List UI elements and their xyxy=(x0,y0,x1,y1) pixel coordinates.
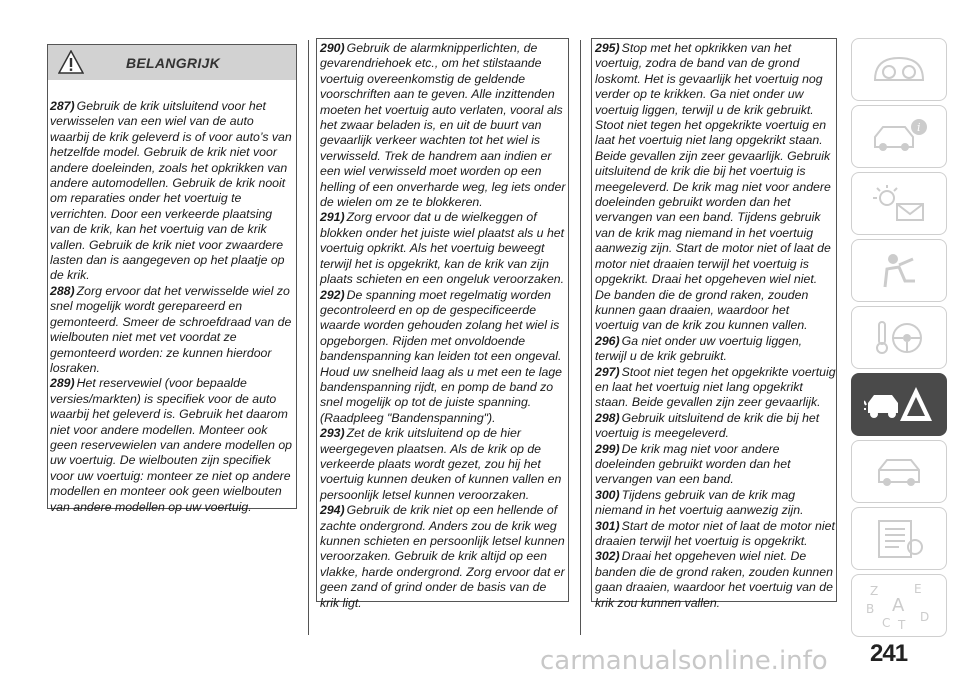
tab-index[interactable] xyxy=(851,574,947,637)
note-294: 294) Gebruik de krik niet op een hellende of zachte ondergrond. Anders zou de krik weg kunnen schieten en persoonlijk letsel kunnen veroorzaken. Gebruik de krik altijd op een vlakke, harde ondergrond. Zorg ervoor dat er geen zand of grind onder de basis van de krik ligt. xyxy=(320,503,565,610)
column-divider xyxy=(308,40,309,635)
warning-triangle-icon xyxy=(58,50,84,79)
tab-emergency[interactable] xyxy=(851,373,947,436)
tab-safety[interactable] xyxy=(851,239,947,302)
tab-dashboard[interactable] xyxy=(851,38,947,101)
car-dashboard-icon xyxy=(869,50,929,90)
svg-text:E: E xyxy=(914,581,922,596)
warning-title: BELANGRIJK xyxy=(126,55,221,71)
watermark: carmanualsonline.info xyxy=(540,646,828,676)
tab-technical-data[interactable] xyxy=(851,507,947,570)
warning-header xyxy=(48,45,296,80)
note-288: 288) Zorg ervoor dat het verwisselde wiel zo snel mogelijk wordt gerepareerd en gemonteerd. Smeer de schroefdraad van de wielbouten niet met vet voordat ze gemonteerd worden: ze kunnen hierdoor losraken. xyxy=(50,283,292,375)
key-steering-wheel-icon xyxy=(869,318,929,358)
tab-lights-messages[interactable] xyxy=(851,172,947,235)
svg-text:i: i xyxy=(917,120,921,134)
svg-text:Z: Z xyxy=(870,583,879,598)
chapter-sidebar xyxy=(851,38,947,641)
note-293: 293) Zet de krik uitsluitend op de hier weergegeven plaatsen. Als de krik op de verkeerde plaats wordt gezet, zou hij het voertuig kunnen deuken of kunnen vallen en persoonlijk letsel kunnen veroorzaken. xyxy=(320,426,562,502)
note-297: 297) Stoot niet tegen het opgekrikte voertuig en laat het voertuig niet lang opgekrikt staan. Beide gevallen zijn zeer gevaarlijk. xyxy=(595,364,836,410)
tab-starting-driving[interactable] xyxy=(851,306,947,369)
tab-maintenance[interactable] xyxy=(851,440,947,503)
note-300: 300) Tijdens gebruik van de krik mag niemand in het voertuig aanwezig zijn. xyxy=(595,487,804,518)
svg-text:C: C xyxy=(882,615,891,630)
note-298: 298) Gebruik uitsluitend de krik die bij het voertuig is meegeleverd. xyxy=(595,410,820,441)
note-301: 301) Start de motor niet of laat de motor niet draaien terwijl het voertuig is opgekrikt. xyxy=(595,518,835,548)
car-warning-icon xyxy=(864,383,934,427)
svg-text:D: D xyxy=(920,609,930,624)
light-message-icon xyxy=(869,184,929,224)
airbag-seat-icon xyxy=(869,251,929,291)
note-295: 295) Stop met het opkrikken van het voertuig, zodra de band van de grond loskomt. Het is gevaarlijk het voertuig nog verder op te krikken. Ga niet onder uw voertuig liggen, terwijl u de krik gebruikt. Stoot niet tegen het opgekrikte voertuig en laat het voertuig niet lang opgekrikt staan. Beide gevallen zijn zeer gevaarlijk. Gebruik uitsluitend de krik die bij het voertuig is meegeleverd. De krik mag niet voor andere doeleinden gebruikt worden dan het vervangen van een band. Tijdens gebruik van de krik mag niemand in het voertuig aanwezig zijn. Start de motor niet of laat de motor niet draaien terwijl het voertuig is opgekrikt. Draai het opgeheven wiel niet. De banden die de grond raken, zouden kunnen gaan draaien, waardoor het voertuig van de krik zou kunnen vallen. xyxy=(595,41,831,333)
svg-text:A: A xyxy=(892,594,905,616)
column-divider xyxy=(580,40,581,635)
column-2 xyxy=(320,41,568,611)
technical-data-icon xyxy=(869,519,929,559)
svg-text:T: T xyxy=(898,617,906,631)
note-289: 289) Het reservewiel (voor bepaalde versies/markten) is specifiek voor de auto waarbij het geleverd is. Gebruik het daarom niet voor andere modellen. Monteer ook geen reservewielen van andere modellen op uw voertuig. De wielbouten zijn specifiek voor uw voertuig: monteer ze niet op andere modellen en monteer ook geen wielbouten van andere modellen op uw voertuig. xyxy=(50,376,292,514)
column-1 xyxy=(50,99,293,515)
car-service-icon xyxy=(869,452,929,492)
note-292: 292) De spanning moet regelmatig worden gecontroleerd en op de gespecificeerde waarde worden gehouden zolang het wiel is opgeborgen. Rijden met onvoldoende bandenspanning kan leiden tot een ongeval. Houd uw snelheid laag als u met een te lage bandenspanning rijdt, en pomp de band zo snel mogelijk op tot de juiste spanning. (Raadpleeg "Bandenspanning"). xyxy=(320,287,562,425)
note-296: 296) Ga niet onder uw voertuig liggen, terwijl u de krik gebruikt. xyxy=(595,333,803,364)
column-3 xyxy=(595,41,836,611)
note-291: 291) Zorg ervoor dat u de wielkeggen of blokken onder het juiste wiel plaatst als u het voertuig opkrikt. Als het voertuig beweegt terwijl het is opgekrikt, kan de krik van zijn plaats schieten en een ongeluk veroorzaken. xyxy=(320,210,565,287)
note-287: 287) Gebruik de krik uitsluitend voor het verwisselen van een wiel van de auto waarbij de krik geleverd is of voor auto’s van hetzelfde model. Gebruik de krik niet voor andere doeleinden, zoals het opkrikken van andere automodellen. Gebruik de krik nooit om reparaties onder het voertuig te verrichten. Door een verkeerde plaatsing van de krik, kan het voertuig van de krik vallen. Gebruik de krik niet voor zwaardere lasten dan is aangegeven op het plaatje op de krik. xyxy=(50,99,292,283)
page-number: 241 xyxy=(870,640,908,667)
note-302: 302) Draai het opgeheven wiel niet. De banden die de grond raken, zouden kunnen gaan draaien, waardoor het voertuig van de krik zou kunnen vallen. xyxy=(595,549,833,610)
tab-car-info[interactable] xyxy=(851,105,947,168)
note-299: 299) De krik mag niet voor andere doeleinden gebruikt worden dan het vervangen van een band. xyxy=(595,441,791,487)
car-info-icon xyxy=(869,117,929,157)
note-290: 290) Gebruik de alarmknipperlichten, de gevarendriehoek etc., om het stilstaande voertuig overeenkomstig de geldende voorschriften aan te geven. Alle inzittenden moeten het voertuig auto verlaten, vooral als het zwaar beladen is, en uit de buurt van gevaarlijk verkeer wachten tot het wiel is verwisseld. Trek de handrem aan indien er een wiel verwisseld moet worden op een helling of een onverharde weg, leg iets onder de wielen om ze te blokkeren. xyxy=(320,41,566,210)
alphabetical-index-icon xyxy=(864,581,934,631)
svg-text:B: B xyxy=(866,601,875,616)
